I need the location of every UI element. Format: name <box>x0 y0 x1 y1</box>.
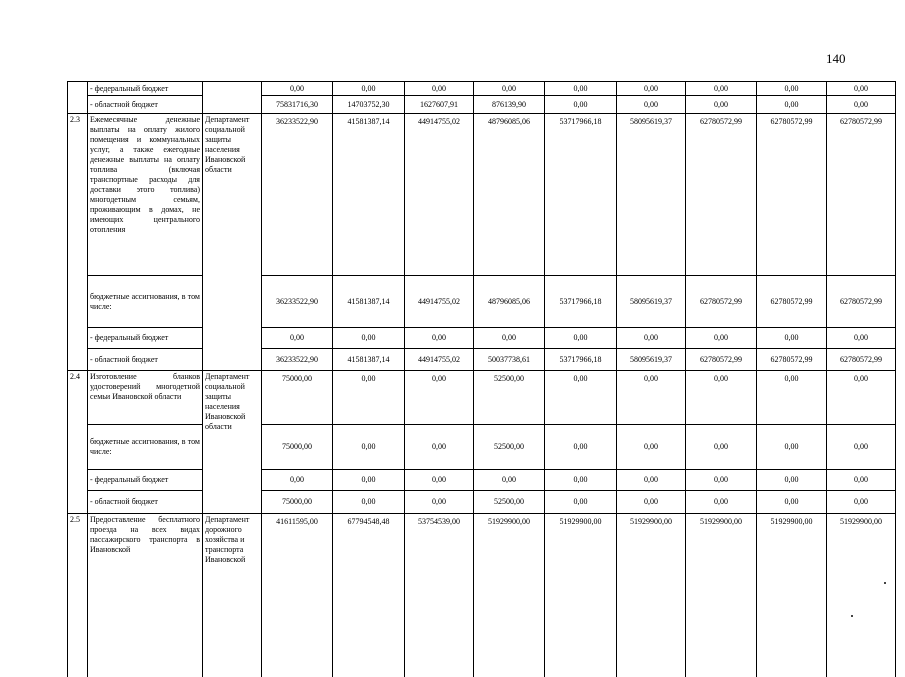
value-cell: 0,00 <box>262 82 333 96</box>
value-cell: 0,00 <box>545 470 617 491</box>
row-label: - областной бюджет <box>88 491 203 514</box>
value-cell: 0,00 <box>686 425 757 470</box>
value-cell: 0,00 <box>827 425 896 470</box>
value-cell: 0,00 <box>827 470 896 491</box>
value-cell: 0,00 <box>827 96 896 114</box>
value-cell: 53717966,18 <box>545 114 617 276</box>
section-row <box>68 371 896 425</box>
value-cell: 0,00 <box>757 96 827 114</box>
continued-index-cell <box>68 82 88 114</box>
table-row <box>68 328 896 349</box>
value-cell: 0,00 <box>757 491 827 514</box>
row-label: - федеральный бюджет <box>88 328 203 349</box>
row-label: бюджетные ассигнования, в том числе: <box>88 276 203 328</box>
value-cell: 62780572,99 <box>757 114 827 276</box>
section-number: 2.3 <box>68 114 88 371</box>
value-cell: 41581387,14 <box>333 114 405 276</box>
value-cell: 36233522,90 <box>262 276 333 328</box>
table-row <box>68 470 896 491</box>
value-cell: 36233522,90 <box>262 114 333 276</box>
value-cell: 51929900,00 <box>545 514 617 677</box>
table-row <box>68 491 896 514</box>
value-cell: 44914755,02 <box>405 276 474 328</box>
value-cell: 51929900,00 <box>827 514 896 677</box>
value-cell: 0,00 <box>757 371 827 425</box>
value-cell: 0,00 <box>545 491 617 514</box>
value-cell: 0,00 <box>827 82 896 96</box>
value-cell: 58095619,37 <box>617 349 686 371</box>
value-cell: 0,00 <box>757 470 827 491</box>
value-cell: 62780572,99 <box>686 114 757 276</box>
value-cell: 53717966,18 <box>545 349 617 371</box>
value-cell: 62780572,99 <box>827 349 896 371</box>
value-cell: 44914755,02 <box>405 349 474 371</box>
row-label: - областной бюджет <box>88 349 203 371</box>
value-cell: 0,00 <box>405 470 474 491</box>
value-cell: 0,00 <box>545 96 617 114</box>
value-cell: 0,00 <box>545 82 617 96</box>
value-cell: 1627607,91 <box>405 96 474 114</box>
value-cell: 0,00 <box>757 425 827 470</box>
department-cell: Департамент дорожного хозяйства и транспорта Ивановской <box>203 514 262 677</box>
value-cell: 0,00 <box>686 328 757 349</box>
row-label: - областной бюджет <box>88 96 203 114</box>
table-row <box>68 96 896 114</box>
value-cell: 62780572,99 <box>757 349 827 371</box>
section-number: 2.5 <box>68 514 88 677</box>
value-cell: 0,00 <box>686 491 757 514</box>
value-cell: 0,00 <box>617 470 686 491</box>
table-row <box>68 276 896 328</box>
value-cell: 62780572,99 <box>827 276 896 328</box>
value-cell: 0,00 <box>617 371 686 425</box>
page-number: 140 <box>826 51 846 66</box>
value-cell: 0,00 <box>545 328 617 349</box>
continued-department-cell <box>203 82 262 114</box>
value-cell: 0,00 <box>474 470 545 491</box>
value-cell: 51929900,00 <box>617 514 686 677</box>
value-cell: 53754539,00 <box>405 514 474 677</box>
value-cell: 62780572,99 <box>827 114 896 276</box>
value-cell: 0,00 <box>617 82 686 96</box>
value-cell: 0,00 <box>617 491 686 514</box>
value-cell: 48796085,06 <box>474 114 545 276</box>
value-cell: 44914755,02 <box>405 114 474 276</box>
value-cell: 58095619,37 <box>617 114 686 276</box>
department-cell: Департамент социальной защиты населения Ивановской области <box>203 371 262 514</box>
value-cell: 0,00 <box>827 328 896 349</box>
value-cell: 0,00 <box>333 371 405 425</box>
value-cell: 62780572,99 <box>686 276 757 328</box>
department-cell: Департамент социальной защиты населения Ивановской области <box>203 114 262 371</box>
value-cell: 0,00 <box>545 371 617 425</box>
section-description: Изготовление бланков удостоверений многодетной семьи Ивановской области <box>88 371 203 425</box>
section-number: 2.4 <box>68 371 88 514</box>
value-cell: 41611595,00 <box>262 514 333 677</box>
value-cell: 75000,00 <box>262 371 333 425</box>
row-label: - федеральный бюджет <box>88 82 203 96</box>
value-cell: 51929900,00 <box>686 514 757 677</box>
value-cell: 0,00 <box>757 82 827 96</box>
section-row <box>68 114 896 276</box>
value-cell: 36233522,90 <box>262 349 333 371</box>
value-cell: 0,00 <box>686 96 757 114</box>
value-cell: 52500,00 <box>474 491 545 514</box>
value-cell: 0,00 <box>827 491 896 514</box>
value-cell: 0,00 <box>405 82 474 96</box>
scan-speck <box>884 582 886 584</box>
value-cell: 52500,00 <box>474 425 545 470</box>
value-cell: 75831716,30 <box>262 96 333 114</box>
value-cell: 0,00 <box>686 371 757 425</box>
budget-table <box>67 81 896 677</box>
value-cell: 0,00 <box>333 425 405 470</box>
value-cell: 0,00 <box>617 425 686 470</box>
value-cell: 0,00 <box>617 328 686 349</box>
value-cell: 0,00 <box>262 328 333 349</box>
section-description: Ежемесячные денежные выплаты на оплату жилого помещения и коммунальных услуг, а также ежегодные денежные выплаты на оплату топлива (включая транспортные расходы для доставки этого топлива) многодетным семьям, проживающим в домах, не имеющих центрального отопления <box>88 114 203 276</box>
value-cell: 50037738,61 <box>474 349 545 371</box>
value-cell: 14703752,30 <box>333 96 405 114</box>
table-row <box>68 349 896 371</box>
value-cell: 48796085,06 <box>474 276 545 328</box>
table-row <box>68 425 896 470</box>
value-cell: 75000,00 <box>262 491 333 514</box>
value-cell: 0,00 <box>686 470 757 491</box>
value-cell: 0,00 <box>333 470 405 491</box>
value-cell: 62780572,99 <box>757 276 827 328</box>
value-cell: 0,00 <box>686 82 757 96</box>
section-row <box>68 514 896 677</box>
value-cell: 0,00 <box>405 328 474 349</box>
value-cell: 0,00 <box>262 470 333 491</box>
value-cell: 0,00 <box>827 371 896 425</box>
scan-speck <box>851 615 853 617</box>
value-cell: 0,00 <box>333 328 405 349</box>
value-cell: 0,00 <box>333 82 405 96</box>
value-cell: 0,00 <box>617 96 686 114</box>
value-cell: 0,00 <box>405 371 474 425</box>
value-cell: 75000,00 <box>262 425 333 470</box>
table-row <box>68 82 896 96</box>
value-cell: 876139,90 <box>474 96 545 114</box>
value-cell: 53717966,18 <box>545 276 617 328</box>
value-cell: 41581387,14 <box>333 276 405 328</box>
value-cell: 51929900,00 <box>757 514 827 677</box>
value-cell: 52500,00 <box>474 371 545 425</box>
section-description: Предоставление бесплатного проезда на всех видах пассажирского транспорта в Ивановской <box>88 514 203 677</box>
value-cell: 0,00 <box>474 328 545 349</box>
value-cell: 0,00 <box>545 425 617 470</box>
value-cell: 51929900,00 <box>474 514 545 677</box>
value-cell: 41581387,14 <box>333 349 405 371</box>
value-cell: 0,00 <box>757 328 827 349</box>
row-label: - федеральный бюджет <box>88 470 203 491</box>
value-cell: 0,00 <box>405 425 474 470</box>
value-cell: 67794548,48 <box>333 514 405 677</box>
value-cell: 0,00 <box>333 491 405 514</box>
value-cell: 0,00 <box>474 82 545 96</box>
value-cell: 58095619,37 <box>617 276 686 328</box>
value-cell: 62780572,99 <box>686 349 757 371</box>
value-cell: 0,00 <box>405 491 474 514</box>
row-label: бюджетные ассигнования, в том числе: <box>88 425 203 470</box>
